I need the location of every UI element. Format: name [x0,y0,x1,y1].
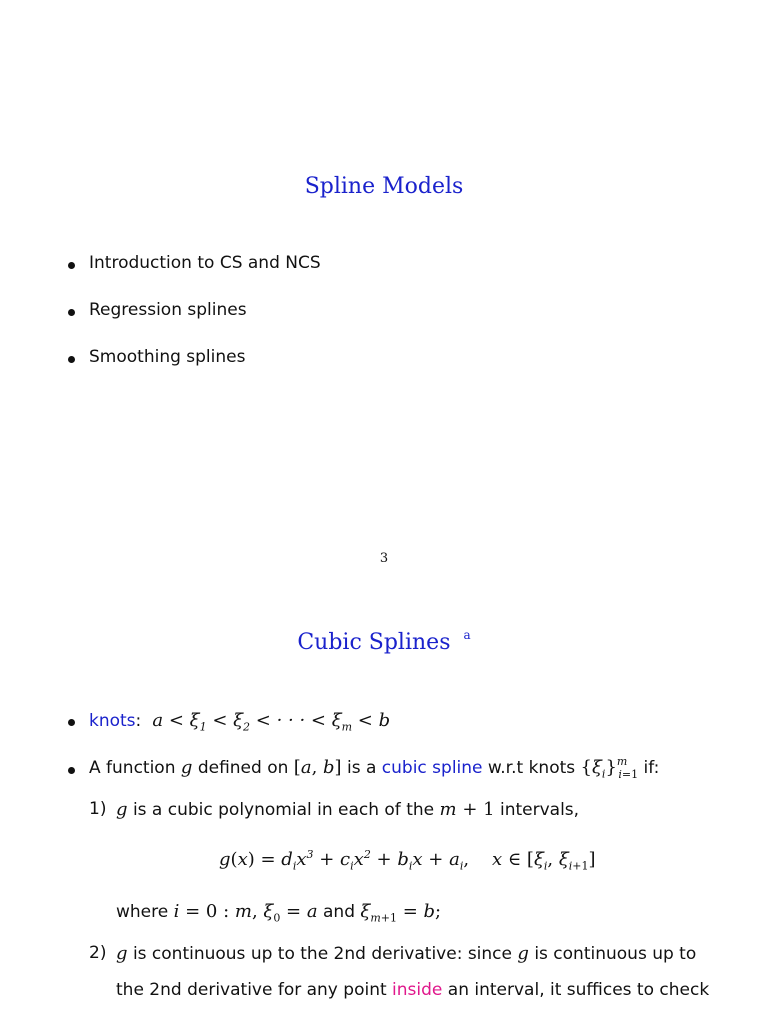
knots-line: knots: $a < \xi_1 < \xi_2$ < · · · < $\xi_m < b$ [89,710,391,734]
item-number: 2) [89,943,107,963]
cubic-polynomial-equation: $g(x) = d_ix^3 + c_ix^2 + b_ix + a_i$, x ∈ [$\xi_i$, $\xi_{i+1}$] [219,848,596,873]
slide2-title-text: Cubic Splines [297,630,451,655]
item2-text-line2: the 2nd derivative for any point inside an interval, it suffices to check [116,980,710,1000]
item2-text-line1: g is continuous up to the 2nd derivative: since g is continuous up to [116,943,697,964]
bullet-icon [68,767,75,774]
knots-term: knots [89,711,136,731]
slide2-title [0,630,768,655]
cubic-spline-term: cubic spline [381,758,483,778]
title-footnote-marker: a [463,628,471,642]
where-line: where i = 0 : m, $\xi_0 = a$ and $\xi_{m+1} = b$; [116,901,442,925]
bullet-icon [68,356,75,363]
slide1-title: Spline Models [304,174,464,199]
bullet-label: Regression splines [89,300,247,320]
knots-inequality: $a < \xi_1 < \xi_2$ < · · · < $\xi_m < b$ [146,710,391,734]
inside-term: inside [392,980,443,1000]
item1-text: g is a cubic polynomial in each of the m + 1 intervals, [116,799,580,820]
bullet-label: Introduction to CS and NCS [89,253,321,273]
bullet-label: Smoothing splines [89,347,246,367]
bullet-icon [68,262,75,269]
bullet-icon [68,719,75,726]
bullet-icon [68,309,75,316]
item-number: 1) [89,799,107,819]
function-definition-line: A function g defined on [a, b] is a cubic spline w.r.t knots $\{\xi_i\}^m_{i=1}$ if: [89,755,660,781]
page-number: 3 [379,551,389,566]
